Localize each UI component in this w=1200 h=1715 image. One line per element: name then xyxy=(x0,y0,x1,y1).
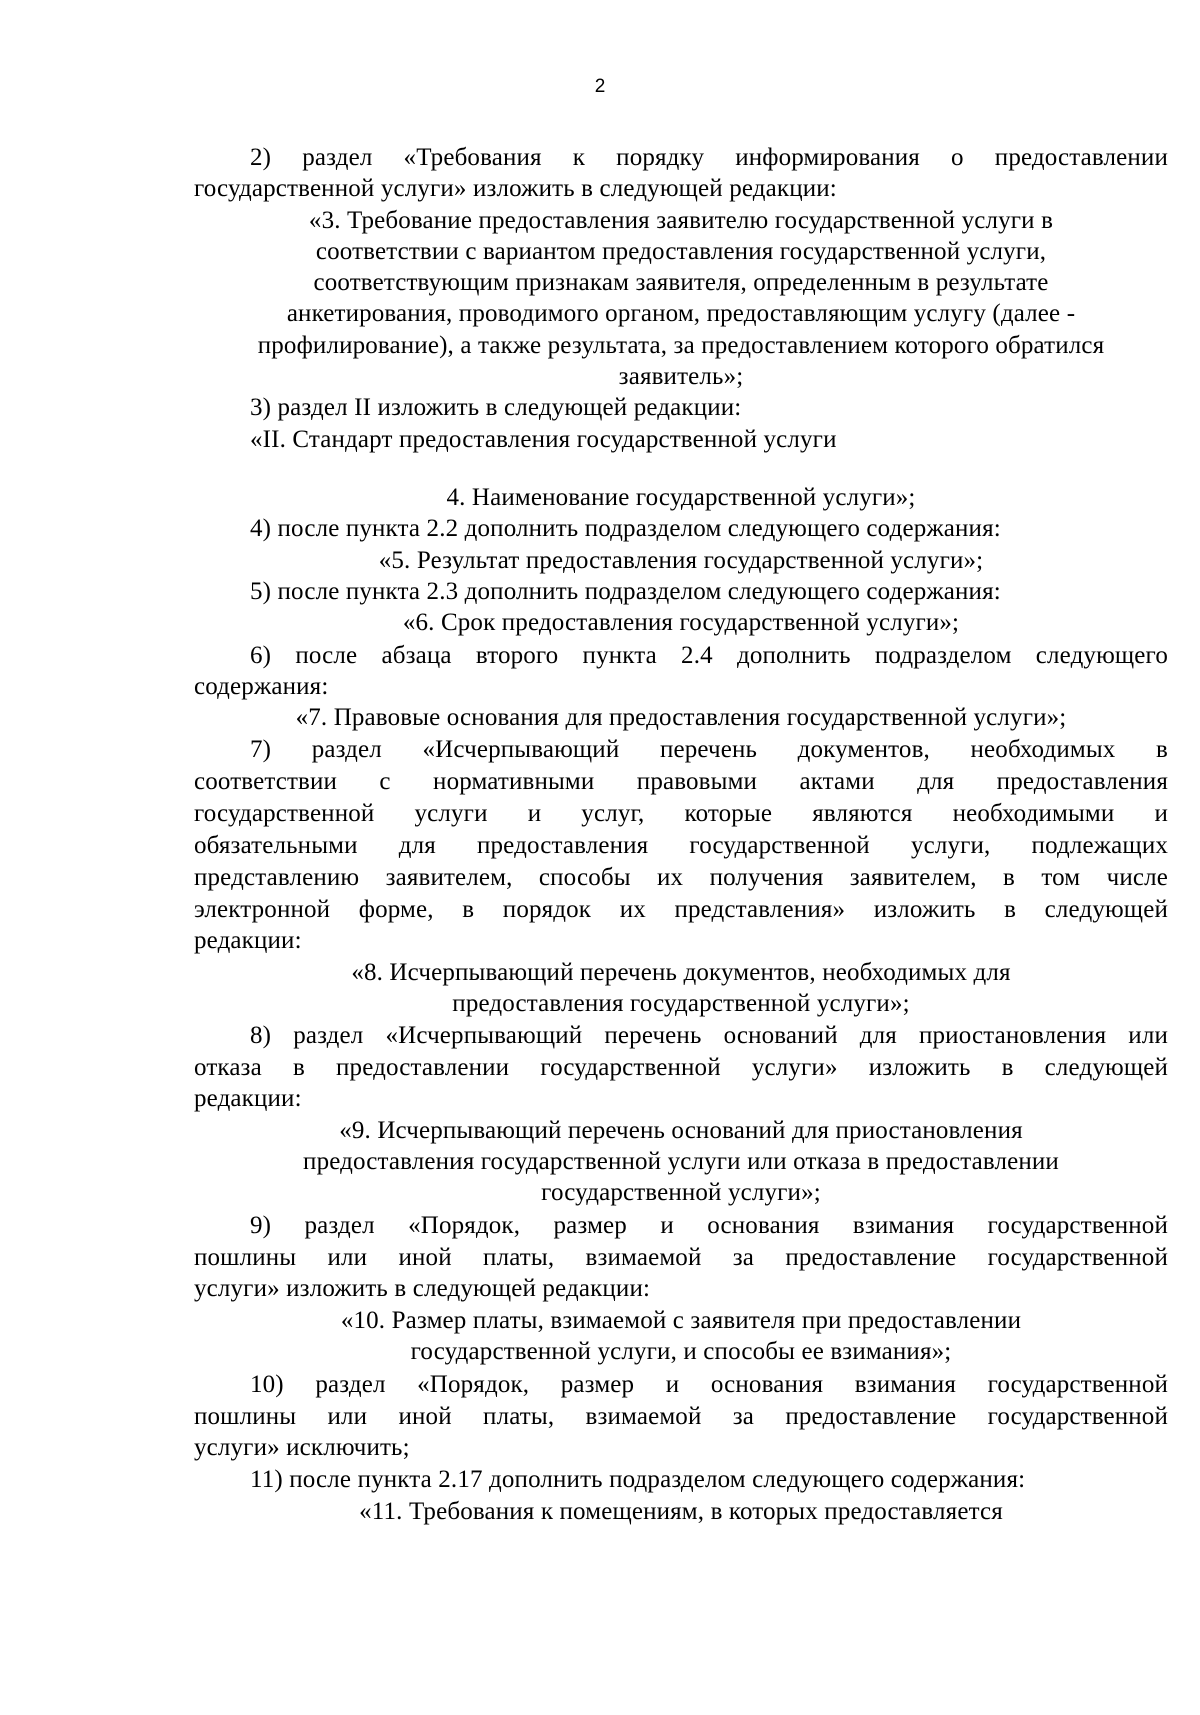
text-line-subsection-5-title: «5. Результат предоставления государственной услуги»; xyxy=(378,547,984,574)
text-line-subsection-9-title: государственной услуги»; xyxy=(541,1179,821,1206)
text-line-subsection-7-title: «7. Правовые основания для предоставления государственной услуги»; xyxy=(295,704,1067,731)
text-line-section-3-title: соответствующим признакам заявителя, определенным в результате xyxy=(313,269,1049,296)
text-line-item-8-heading: 8) раздел «Исчерпывающий перечень оснований для приостановления или xyxy=(250,1022,1168,1049)
text-line-subsection-10-title: государственной услуги, и способы ее взимания»; xyxy=(410,1338,952,1365)
text-line-item-10-heading: 10) раздел «Порядок, размер и основания взимания государственной xyxy=(250,1371,1168,1398)
text-line-section-ii-title: «II. Стандарт предоставления государственной услуги xyxy=(250,426,837,453)
text-line-subsection-8-title: «8. Исчерпывающий перечень документов, необходимых для xyxy=(351,959,1011,986)
text-line-item-7-heading: электронной форме, в порядок их представления» изложить в следующей xyxy=(194,896,1168,923)
text-line-item-7-heading: 7) раздел «Исчерпывающий перечень документов, необходимых в xyxy=(250,736,1168,763)
text-line-section-3-title: профилирование), а также результата, за предоставлением которого обратился xyxy=(257,332,1105,359)
text-line-section-3-title: соответствии с вариантом предоставления государственной услуги, xyxy=(315,238,1047,265)
text-line-item-9-heading: 9) раздел «Порядок, размер и основания взимания государственной xyxy=(250,1212,1168,1239)
text-line-item-8-heading: редакции: xyxy=(194,1085,302,1112)
text-line-section-3-title: «3. Требование предоставления заявителю государственной услуги в xyxy=(308,207,1054,234)
text-line-item-10-heading: услуги» исключить; xyxy=(194,1434,410,1461)
text-line-item-7-heading: соответствии с нормативными правовыми актами для предоставления xyxy=(194,768,1168,795)
text-line-section-3-title: анкетирования, проводимого органом, предоставляющим услугу (далее - xyxy=(286,300,1076,327)
text-line-item-7-heading: обязательными для предоставления государственной услуги, подлежащих xyxy=(194,832,1168,859)
text-line-item-2-heading: 2) раздел «Требования к порядку информирования о предоставлении xyxy=(250,144,1168,171)
text-line-subsection-6-title: «6. Срок предоставления государственной услуги»; xyxy=(402,609,960,636)
text-line-subsection-11-title: «11. Требования к помещениям, в которых предоставляется xyxy=(359,1498,1003,1525)
text-line-section-3-title: заявитель»; xyxy=(618,363,744,390)
page-number: 2 xyxy=(594,76,606,97)
text-line-item-7-heading: редакции: xyxy=(194,927,302,954)
text-line-item-5-heading: 5) после пункта 2.3 дополнить подразделом следующего содержания: xyxy=(250,578,1001,605)
text-line-item-4-heading: 4) после пункта 2.2 дополнить подразделом следующего содержания: xyxy=(250,515,1001,542)
text-line-item-6-heading-cont: содержания: xyxy=(194,673,329,700)
text-line-item-10-heading: пошлины или иной платы, взимаемой за предоставление государственной xyxy=(194,1403,1168,1430)
text-line-item-2-heading-cont: государственной услуги» изложить в следующей редакции: xyxy=(194,175,837,202)
text-line-item-9-heading: услуги» изложить в следующей редакции: xyxy=(194,1275,651,1302)
text-line-subsection-9-title: предоставления государственной услуги или отказа в предоставлении xyxy=(303,1148,1059,1175)
text-line-item-7-heading: государственной услуги и услуг, которые являются необходимыми и xyxy=(194,800,1168,827)
text-line-subsection-4-title: 4. Наименование государственной услуги»; xyxy=(446,484,916,511)
text-line-item-6-heading: 6) после абзаца второго пункта 2.4 дополнить подразделом следующего xyxy=(250,642,1168,669)
text-line-subsection-8-title: предоставления государственной услуги»; xyxy=(452,990,910,1017)
text-line-subsection-9-title: «9. Исчерпывающий перечень оснований для приостановления xyxy=(339,1117,1023,1144)
text-line-item-9-heading: пошлины или иной платы, взимаемой за предоставление государственной xyxy=(194,1244,1168,1271)
text-line-item-7-heading: представлению заявителем, способы их получения заявителем, в том числе xyxy=(194,864,1168,891)
text-line-item-11-heading: 11) после пункта 2.17 дополнить подразделом следующего содержания: xyxy=(250,1466,1026,1493)
text-line-item-8-heading: отказа в предоставлении государственной услуги» изложить в следующей xyxy=(194,1054,1168,1081)
text-line-subsection-10-title: «10. Размер платы, взимаемой с заявителя при предоставлении xyxy=(340,1307,1022,1334)
text-line-item-3-heading: 3) раздел II изложить в следующей редакции: xyxy=(250,394,742,421)
